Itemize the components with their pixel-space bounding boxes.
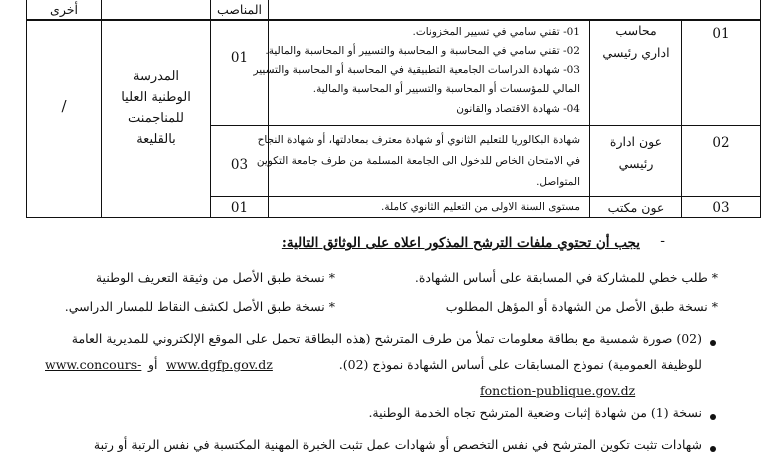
row-grade: عون مكتب bbox=[607, 200, 665, 215]
institution-name: المدرسة الوطنية العليا للمناجمنت بالقليعة bbox=[121, 69, 191, 147]
row-grade: محاسب اداري رئيسي bbox=[602, 23, 670, 60]
requirement-line: في الامتحان الخاص للدخول الى الجامعة المسلمة من طرف جامعة التكوين bbox=[256, 155, 580, 167]
row-positions: 01 bbox=[230, 50, 249, 66]
concours-link[interactable]: www.concours- bbox=[45, 357, 142, 372]
other-value: / bbox=[61, 97, 67, 115]
table-divider bbox=[268, 0, 269, 218]
table-divider bbox=[101, 0, 102, 218]
row-positions: 01 bbox=[230, 200, 249, 216]
table-row-rule bbox=[210, 125, 761, 126]
header-other: أخرى bbox=[50, 2, 78, 17]
bullet-text: (02) صورة شمسية مع بطاقة معلومات تملأ من طرف المترشح (هذه البطاقة تحمل على الموقع الإلكتروني للمديرية العامة bbox=[71, 331, 702, 346]
header-positions: المناصب bbox=[217, 2, 262, 17]
requirement-line: المالي للمؤسسات أو المحاسبة والتسيير أو المحاسبة والمالية. bbox=[312, 83, 580, 95]
or-word: أو bbox=[148, 357, 158, 372]
bullet-dot bbox=[710, 446, 716, 452]
doc-item: * طلب خطي للمشاركة في المسابقة على أساس الشهادة. bbox=[414, 270, 718, 285]
requirement-line: 01- تقني سامي في تسيير المخزونات. bbox=[412, 26, 580, 38]
table-row-rule bbox=[210, 196, 761, 197]
table-divider bbox=[681, 20, 682, 218]
requirement-line: المتواصل. bbox=[536, 176, 580, 188]
doc-item: * نسخة طبق الأصل من الشهادة أو المؤهل المطلوب bbox=[445, 299, 718, 314]
requirement-line: 03- شهادة الدراسات الجامعية التطبيقية في المحاسبة أو المحاسبة والتسيير bbox=[253, 64, 580, 76]
row-number: 03 bbox=[712, 200, 730, 216]
bullet-text: شهادات تثبت تكوين المترشح في نفس التخصص أو شهادات عمل تثبت الخبرة المهنية المكتسبة في نفس الرتبة أو رتبة bbox=[93, 437, 702, 452]
bullet-dot bbox=[710, 414, 716, 420]
row-positions: 03 bbox=[230, 157, 249, 173]
section-dash: - bbox=[660, 233, 665, 249]
bullet-text: نسخة (1) من شهادة إثبات وضعية المترشح تجاه الخدمة الوطنية. bbox=[368, 405, 702, 420]
doc-item: * نسخة طبق الأصل لكشف النقاط للمسار الدراسي. bbox=[64, 299, 335, 314]
doc-item: * نسخة طبق الأصل من وثيقة التعريف الوطنية bbox=[95, 270, 335, 285]
concours-link-continued[interactable]: fonction-publique.gov.dz bbox=[480, 383, 636, 398]
requirement-line: 02- تقني سامي في المحاسبة و المحاسبة والتسيير أو المحاسبة والمالية. bbox=[265, 45, 580, 57]
dgfp-link[interactable]: www.dgfp.gov.dz bbox=[166, 357, 273, 372]
row-number: 02 bbox=[712, 135, 730, 151]
table-divider bbox=[589, 20, 590, 218]
table-border-right bbox=[760, 0, 761, 218]
bullet-text: للوظيفة العمومية) نموذج المسابقات على أساس الشهادة نموذج (02). bbox=[338, 357, 702, 372]
requirement-line: 04- شهادة الاقتصاد والقانون bbox=[456, 103, 580, 115]
requirement-line: مستوى السنة الاولى من التعليم الثانوي كاملة. bbox=[381, 201, 580, 213]
table-divider bbox=[210, 0, 211, 218]
row-number: 01 bbox=[712, 26, 730, 42]
row-grade: عون ادارة رئيسي bbox=[609, 134, 663, 171]
section-title: يجب أن تحتوي ملفات الترشح المذكور اعلاه على الوثائق التالية: bbox=[281, 235, 640, 251]
requirement-line: شهادة البكالوريا للتعليم الثانوي أو شهادة معترف بمعادلتها، أو شهادة النجاح bbox=[257, 134, 580, 146]
bullet-dot bbox=[710, 340, 716, 346]
